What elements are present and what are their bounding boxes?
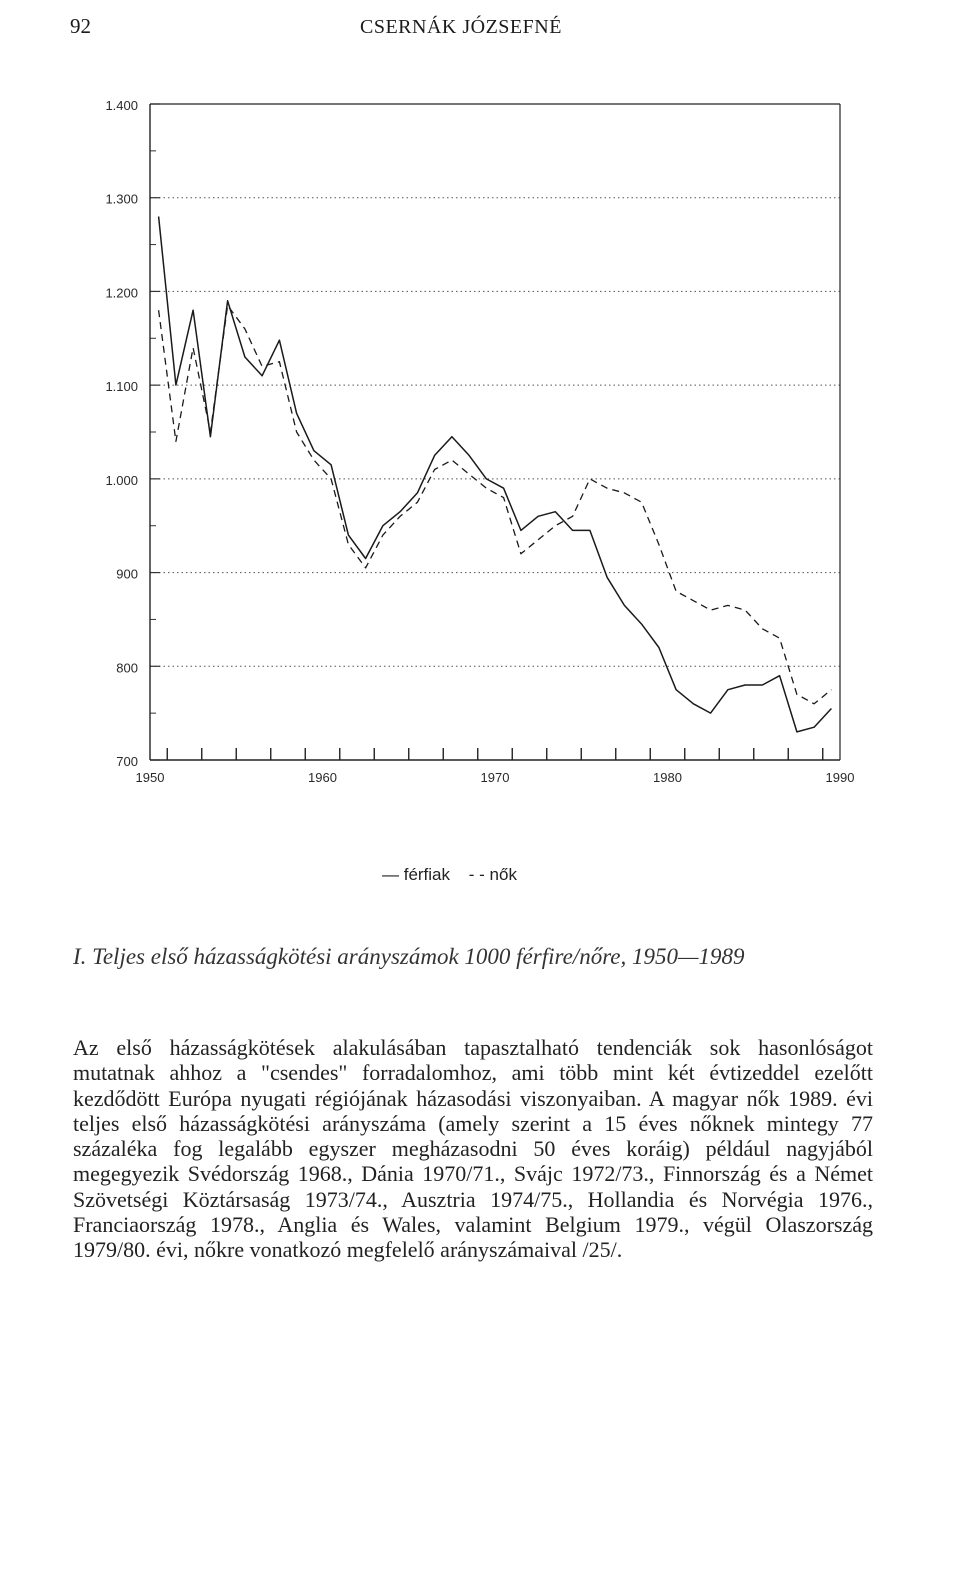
figure-caption: I. Teljes első házasságkötési arányszámok 1000 férfire/nőre, 1950—1989 [73, 944, 745, 969]
y-tick-label: 1.100 [105, 379, 138, 395]
chart-legend [382, 865, 531, 885]
page-number: 92 [70, 14, 91, 38]
y-tick-label: 800 [116, 660, 138, 676]
x-tick-label: 1950 [135, 770, 165, 785]
x-tick-label: 1970 [480, 770, 510, 785]
legend-women: - - nők [468, 865, 517, 884]
y-tick-label: 900 [116, 566, 138, 582]
x-tick-label: 1980 [653, 770, 682, 785]
y-tick-label: 1.000 [105, 472, 138, 488]
axes [150, 104, 840, 760]
y-tick-label: 1.300 [105, 191, 138, 207]
series-men [159, 217, 832, 732]
grid-lines [150, 104, 840, 666]
body-paragraph: Az első házasságkötések alakulásában tapasztalható tendenciák sok hasonlóságot mutatnak ahhoz a "csendes" forradalomhoz, ami több mint két évtizeddel ezelőtt kezdődött Európa nyugati régiójának házasodási viszonyaiban. A magyar nők 1989. évi teljes első házasságkötési arányszáma (amely szerint a 15 éves nőknek mintegy 77 százaléka fog legalább egyszer megházasodni 50 éves koráig) például nagyjából megegyezik Svédország 1968., Dánia 1970/71., Svájc 1972/73., Finnország és a Német Szövetségi Köztársaság 1973/74., Ausztria 1974/75., Hollandia és Norvégia 1976., Franciaország 1978., Anglia és Wales, valamint Belgium 1979., végül Olaszország 1979/80. évi, nőkre vonatkozó megfelelő arányszámaival /25/. [73, 1035, 873, 1263]
y-tick-label: 1.200 [105, 285, 138, 301]
x-tick-label: 1990 [825, 770, 855, 785]
legend-men: — férfiak [382, 865, 451, 884]
y-tick-label: 1.400 [105, 98, 138, 113]
x-tick-label: 1960 [308, 770, 337, 785]
tick-labels [105, 98, 854, 785]
y-tick-label: 700 [116, 754, 138, 769]
series-lines [159, 217, 832, 732]
series-women [159, 306, 832, 704]
running-head: CSERNÁK JÓZSEFNÉ [360, 16, 562, 38]
